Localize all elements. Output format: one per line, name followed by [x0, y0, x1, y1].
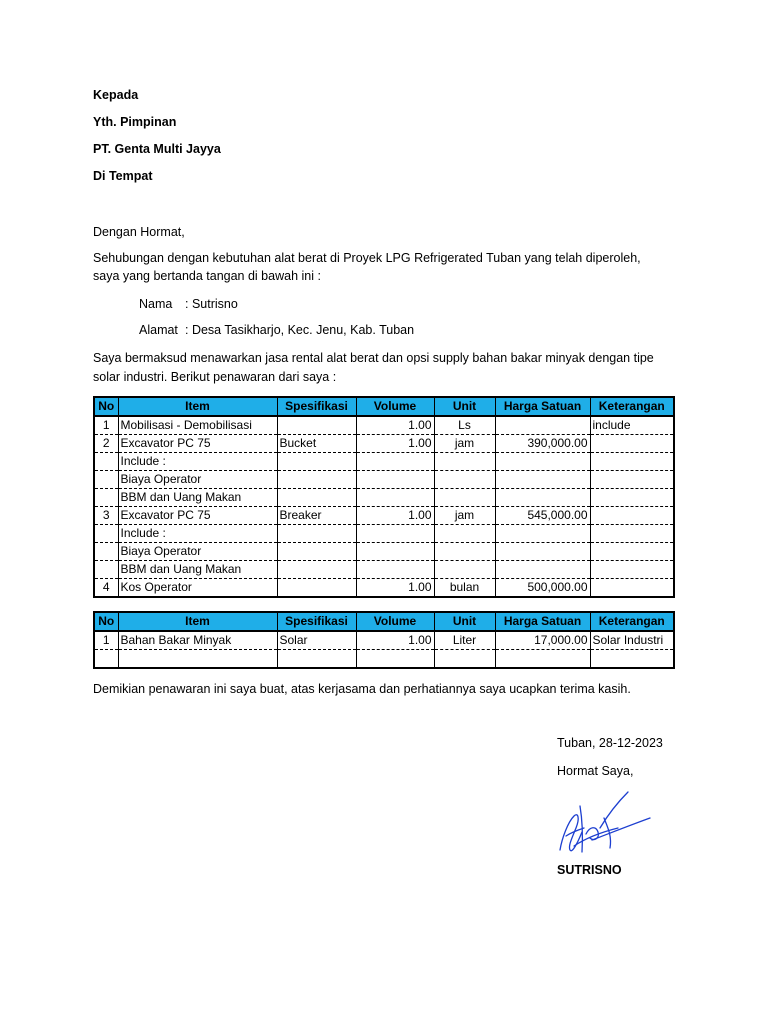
table-cell — [495, 561, 590, 579]
address-label: Alamat — [139, 323, 178, 337]
column-header: Unit — [434, 397, 495, 416]
table-cell: Excavator PC 75 — [118, 435, 277, 453]
table-cell: 1.00 — [356, 579, 434, 598]
table-cell — [590, 579, 674, 598]
recipient-place: Di Tempat — [93, 169, 153, 183]
column-header: Volume — [356, 612, 434, 631]
column-header: Item — [118, 612, 277, 631]
table-cell — [590, 435, 674, 453]
table-cell: Solar Industri — [590, 631, 674, 650]
table-cell — [356, 489, 434, 507]
table-cell: Ls — [434, 416, 495, 435]
table-cell — [277, 650, 356, 669]
table-cell — [94, 489, 118, 507]
table-cell — [118, 650, 277, 669]
table-cell — [94, 453, 118, 471]
table-row — [94, 489, 674, 507]
column-header: Item — [118, 397, 277, 416]
place-date: Tuban, 28-12-2023 — [557, 736, 663, 750]
table-cell: Excavator PC 75 — [118, 507, 277, 525]
column-header: No — [94, 397, 118, 416]
table-row — [94, 525, 674, 543]
table-cell — [356, 650, 434, 669]
table-cell — [277, 471, 356, 489]
table-row — [94, 507, 674, 525]
table-cell: 1.00 — [356, 416, 434, 435]
table-cell: 1.00 — [356, 507, 434, 525]
table-cell — [277, 525, 356, 543]
column-header: Spesifikasi — [277, 612, 356, 631]
table-cell: include — [590, 416, 674, 435]
table-cell — [495, 489, 590, 507]
table-cell — [434, 525, 495, 543]
table-cell — [495, 471, 590, 489]
table-cell — [434, 453, 495, 471]
table-row — [94, 435, 674, 453]
column-header: Harga Satuan — [495, 612, 590, 631]
table-cell: Include : — [118, 525, 277, 543]
table-cell: Bucket — [277, 435, 356, 453]
recipient-company: PT. Genta Multi Jayya — [93, 142, 221, 156]
table-cell: 1 — [94, 416, 118, 435]
table-cell: Breaker — [277, 507, 356, 525]
table-cell — [434, 471, 495, 489]
table-row — [94, 416, 674, 435]
table-row — [94, 453, 674, 471]
offer-line-2: solar industri. Berikut penawaran dari saya : — [93, 370, 337, 384]
table-cell: 500,000.00 — [495, 579, 590, 598]
table-cell: 1.00 — [356, 435, 434, 453]
table-cell — [277, 453, 356, 471]
table-cell — [590, 525, 674, 543]
closing-text: Demikian penawaran ini saya buat, atas kerjasama dan perhatiannya saya ucapkan terima kasih. — [93, 682, 631, 696]
table-cell: 1.00 — [356, 631, 434, 650]
rental-table — [93, 396, 675, 598]
table-cell — [434, 561, 495, 579]
offer-line-1: Saya bermaksud menawarkan jasa rental alat berat dan opsi supply bahan bakar minyak dengan tipe — [93, 351, 654, 365]
table-cell — [590, 507, 674, 525]
table-cell: Kos Operator — [118, 579, 277, 598]
regards: Hormat Saya, — [557, 764, 634, 778]
table-row — [94, 650, 674, 669]
name-value: : Sutrisno — [185, 297, 238, 311]
table-cell: Solar — [277, 631, 356, 650]
table-cell: 3 — [94, 507, 118, 525]
table-cell — [590, 650, 674, 669]
address-value: : Desa Tasikharjo, Kec. Jenu, Kab. Tuban — [185, 323, 415, 337]
table-cell — [590, 561, 674, 579]
table-row — [94, 579, 674, 598]
table-cell: jam — [434, 435, 495, 453]
column-header: Keterangan — [590, 612, 674, 631]
table-cell — [94, 525, 118, 543]
table-cell — [495, 543, 590, 561]
table-cell — [94, 543, 118, 561]
recipient-title: Yth. Pimpinan — [93, 115, 177, 129]
column-header: Unit — [434, 612, 495, 631]
table-cell: 17,000.00 — [495, 631, 590, 650]
table-cell — [356, 471, 434, 489]
table-cell: 2 — [94, 435, 118, 453]
table-cell: Liter — [434, 631, 495, 650]
table-cell — [94, 561, 118, 579]
table-cell — [94, 650, 118, 669]
table-cell: BBM dan Uang Makan — [118, 561, 277, 579]
table-cell — [590, 471, 674, 489]
table-cell: BBM dan Uang Makan — [118, 489, 277, 507]
table-cell: Bahan Bakar Minyak — [118, 631, 277, 650]
table-cell — [495, 416, 590, 435]
table-cell — [356, 453, 434, 471]
column-header: Spesifikasi — [277, 397, 356, 416]
intro-line-1: Sehubungan dengan kebutuhan alat berat di Proyek LPG Refrigerated Tuban yang telah diperoleh, — [93, 251, 641, 265]
table-cell — [434, 543, 495, 561]
table-cell — [590, 453, 674, 471]
column-header: No — [94, 612, 118, 631]
table-cell: 4 — [94, 579, 118, 598]
table-cell — [277, 416, 356, 435]
table-cell: jam — [434, 507, 495, 525]
table-cell — [434, 650, 495, 669]
table-cell — [277, 579, 356, 598]
column-header: Keterangan — [590, 397, 674, 416]
table-row — [94, 543, 674, 561]
table-cell: Biaya Operator — [118, 543, 277, 561]
signature-image — [556, 788, 652, 860]
table-cell — [94, 471, 118, 489]
table-row — [94, 561, 674, 579]
table-cell — [495, 525, 590, 543]
greeting: Dengan Hormat, — [93, 225, 185, 239]
table-cell: Mobilisasi - Demobilisasi — [118, 416, 277, 435]
table-cell — [356, 525, 434, 543]
table-cell — [495, 650, 590, 669]
table-cell: bulan — [434, 579, 495, 598]
table-cell — [590, 489, 674, 507]
recipient-kepada: Kepada — [93, 88, 139, 102]
table-row — [94, 631, 674, 650]
table-row — [94, 471, 674, 489]
name-label: Nama — [139, 297, 173, 311]
table-cell — [590, 543, 674, 561]
table-cell — [277, 561, 356, 579]
table-cell — [356, 561, 434, 579]
table-cell: 390,000.00 — [495, 435, 590, 453]
table-cell: Include : — [118, 453, 277, 471]
fuel-table — [93, 611, 675, 669]
table-cell — [356, 543, 434, 561]
table-cell — [277, 489, 356, 507]
intro-line-2: saya yang bertanda tangan di bawah ini : — [93, 269, 321, 283]
table-cell: 1 — [94, 631, 118, 650]
column-header: Volume — [356, 397, 434, 416]
table-cell: 545,000.00 — [495, 507, 590, 525]
table-cell — [495, 453, 590, 471]
table-cell — [434, 489, 495, 507]
table-cell: Biaya Operator — [118, 471, 277, 489]
table-cell — [277, 543, 356, 561]
signer-name: SUTRISNO — [557, 863, 622, 877]
column-header: Harga Satuan — [495, 397, 590, 416]
